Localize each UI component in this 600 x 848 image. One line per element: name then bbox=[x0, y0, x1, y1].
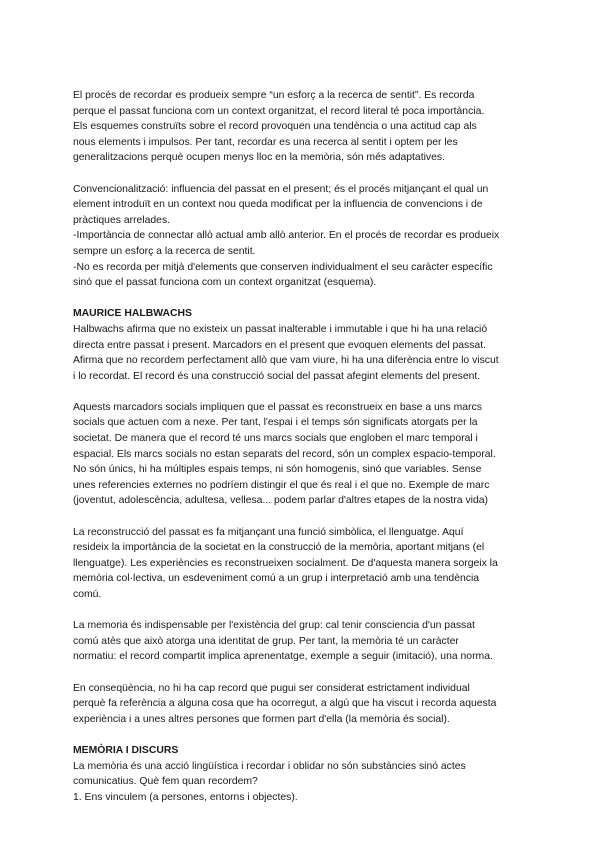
document-page bbox=[73, 88, 529, 805]
text-line: generalitzacions perquè ocupen menys lloc en la memòria, són més adaptatives. bbox=[73, 152, 445, 164]
paragraph-convencionalitzacio bbox=[73, 182, 529, 291]
text-line: nous elements i impulsos. Per tant, recordar es una recerca al sentit i optem per les bbox=[73, 136, 458, 148]
paragraph-consequencia bbox=[73, 681, 529, 728]
section-heading-halbwachs: MAURICE HALBWACHS bbox=[73, 308, 192, 320]
text-line: 1. Ens vinculem (a persones, entorns i objectes). bbox=[73, 791, 298, 803]
text-line: -Importància de connectar allò actual amb allò anterior. En el procés de recordar es produeix bbox=[73, 230, 500, 242]
paragraph-esforc-sentit bbox=[73, 88, 529, 166]
text-line: comunicatius. Què fem quan recordem? bbox=[73, 776, 258, 788]
text-line: espacial. Els marcs socials no estan separats del record, són un complex espacio-temporal. bbox=[73, 448, 496, 460]
text-line: resideix la importància de la societat en la construcció de la memòria, aportant mitjans (el bbox=[73, 542, 485, 554]
text-line: societat. De manera que el record té uns marcs socials que engloben el marc temporal i bbox=[73, 433, 478, 445]
text-line: Afirma que no recordem perfectament allò que vam viure, hi ha una diferència entre lo viscut bbox=[73, 355, 499, 367]
text-line: No són únics, hi ha múltiples espais temps, ni són homogenis, sinó que variables. Sense bbox=[73, 464, 482, 476]
text-line: element introduït en un context nou queda modificat per la influencia de convencions i de bbox=[73, 199, 483, 211]
text-line: Els esquemes construïts sobre el record provoquen una tendència o una actitud cap als bbox=[73, 121, 477, 133]
text-line: En conseqüència, no hi ha cap record que pugui ser considerat estrictament individual bbox=[73, 682, 470, 694]
paragraph-memoria-discurs bbox=[73, 759, 529, 806]
text-line: Aquests marcadors socials impliquen que el passat es reconstrueix en base a uns marcs bbox=[73, 401, 482, 413]
text-line: perquè fa referència a alguna cosa que ha ocorregut, a algú que ha viscut i recorda aquesta bbox=[73, 698, 497, 710]
text-line: La reconstrucció del passat es fa mitjançant una funció simbòlica, el llenguatge. Aquí bbox=[73, 526, 464, 538]
text-line: socials que actuen com a nexe. Per tant, l'espai i el temps són significats atorgats per la bbox=[73, 417, 478, 429]
text-line: La memoria és indispensable per l'existència del grup: cal tenir consciencia d'un passat bbox=[73, 620, 475, 632]
text-line: unes referencies externes no podríem distingir el que és real i el que no. Exemple de marc bbox=[73, 479, 490, 491]
text-line: experiència i a unes altres persones que formen part d'ella (la memòria és social). bbox=[73, 713, 450, 725]
text-line: -No es recorda per mitjà d'elements que conserven individualment el seu caràcter específic bbox=[73, 261, 493, 273]
text-line: La memòria és una acció lingüística i recordar i oblidar no són substàncies sinó actes bbox=[73, 760, 466, 772]
text-line: comú. bbox=[73, 589, 102, 600]
section-heading-memoria-discurs: MEMÒRIA I DISCURS bbox=[73, 744, 179, 756]
text-line: Halbwachs afirma que no existeix un passat inalterable i immutable i que hi ha una relació bbox=[73, 323, 488, 335]
text-line: (joventut, adolescència, adultesa, vellesa... podem parlar d'altres etapes de la nostra vida) bbox=[73, 495, 488, 507]
text-line: llenguatge). Les experiències es reconstrueixen socialment. De d'aquesta manera sorgeix la bbox=[73, 557, 498, 569]
text-line: sempre un esforç a la recerca de sentit. bbox=[73, 245, 256, 257]
text-line: pràctiques arrelades. bbox=[73, 214, 171, 226]
text-line: El procés de recordar es produeix sempre “un esforç a la recerca de sentit”. Es recorda bbox=[73, 90, 475, 101]
paragraph-memoria-grup bbox=[73, 618, 529, 665]
text-line: sinó que el passat funciona com un context organitzat (esquema). bbox=[73, 277, 377, 289]
text-line: directa entre passat i present. Marcadors en el present que evoquen elements del passat. bbox=[73, 339, 486, 351]
text-line: memòria col·lectiva, un esdeveniment comú a un grup i interpretació amb una tendència bbox=[73, 573, 480, 585]
text-line: perque el passat funciona com un context organitzat, el record literal té poca importància. bbox=[73, 105, 485, 117]
paragraph-reconstruccio bbox=[73, 525, 529, 603]
text-line: i lo recordat. El record és una construcció social del passat afegint elements del present. bbox=[73, 370, 481, 382]
text-line: comú atès que això atorga una identitat de grup. Per tant, la memòria té un caràcter bbox=[73, 635, 459, 647]
text-line: normatiu: el record compartit implica aprenentatge, exemple a seguir (imitació), una norma. bbox=[73, 651, 493, 663]
paragraph-marcadors-socials bbox=[73, 400, 529, 509]
text-line: Convencionalització: influencia del passat en el present; és el procés mitjançant el qual un bbox=[73, 183, 489, 195]
paragraph-halbwachs-intro bbox=[73, 322, 529, 384]
